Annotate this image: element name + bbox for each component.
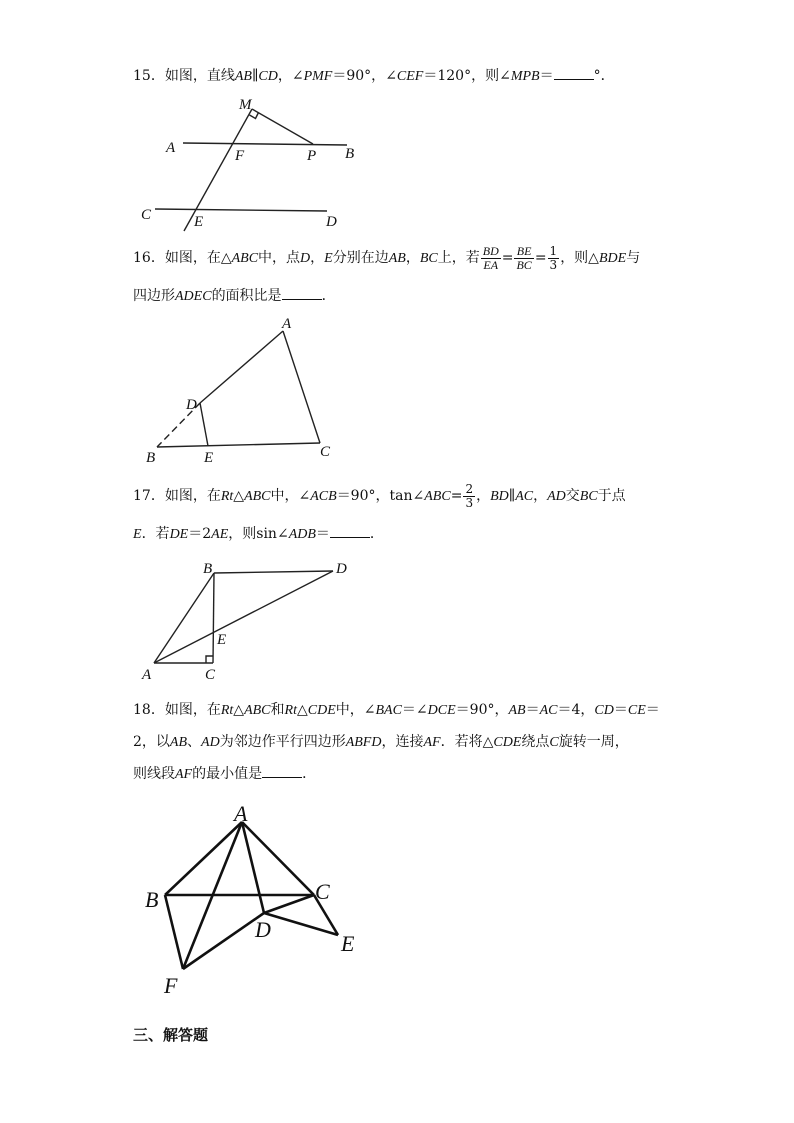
segment-ac — [242, 822, 314, 895]
q18-text-line1: 18．如图，在Rt△ABC和Rt△CDE中，∠BAC＝∠DCE＝90°，AB＝AC＝4，CD＝CE＝ — [133, 702, 660, 718]
fraction-two-thirds: $\frac{2}{3}$ — [465, 481, 474, 510]
segment-ad — [242, 822, 264, 913]
label-A: A — [142, 667, 152, 683]
label-B: B — [145, 887, 159, 912]
label-E: E — [204, 450, 214, 466]
q15-text: 15．如图，直线AB∥CD，∠PMF＝90°，∠CEF＝120°，则∠MPB＝ °． — [133, 68, 615, 84]
fraction-one-third: $\frac{1}{3}$ — [549, 243, 558, 272]
label-F: F — [235, 148, 245, 164]
label-A: A — [234, 801, 248, 826]
label-D: D — [336, 561, 347, 577]
label-E: E — [217, 632, 227, 648]
q17-text-line1: 17．如图，在Rt△ABC中，∠ACB＝90°，tan∠ABC= $\frac{2}{3}$ ，BD∥AC，AD交BC于点 — [133, 481, 626, 510]
label-D: D — [326, 214, 337, 230]
label-D: D — [255, 917, 271, 942]
label-B: B — [345, 146, 355, 162]
label-C: C — [141, 207, 152, 223]
q16-text-line2: 四边形ADEC的面积比是 ． — [133, 288, 336, 304]
label-M: M — [239, 97, 252, 113]
label-E: E — [341, 931, 355, 956]
label-A: A — [166, 140, 176, 156]
segment-ab — [165, 822, 242, 895]
label-P: P — [307, 148, 317, 164]
label-C: C — [315, 879, 330, 904]
segment-cd — [264, 895, 314, 913]
label-B: B — [146, 450, 156, 466]
fraction-bd-ea: $\frac{BD}{EA}$ — [482, 243, 499, 272]
label-F: F — [164, 973, 178, 998]
label-D: D — [186, 397, 197, 413]
fraction-be-bc: $\frac{BE}{BC}$ — [516, 243, 532, 272]
label-E: E — [194, 214, 204, 230]
label-A: A — [282, 316, 292, 332]
label-C: C — [205, 667, 216, 683]
segment-bf — [165, 895, 183, 969]
section-heading: 三、解答题 — [133, 1026, 209, 1044]
q17-text-line2: E．若DE＝2AE，则sin∠ADB＝ ． — [133, 526, 384, 542]
label-C: C — [320, 444, 331, 460]
q18-text-line3: 则线段AF的最小值是 ． — [133, 766, 317, 782]
q16-text-line1: 16．如图，在△ABC中，点D，E分别在边AB，BC上，若 $\frac{BD}{EA}$ = $\frac{BE}{BC}$ = $\frac{1}{3}$ ，则△BDE与 — [133, 243, 641, 272]
label-B: B — [203, 561, 213, 577]
q18-text-line2: 2，以AB、AD为邻边作平行四边形ABFD，连接AF．若将△CDE绕点C旋转一周， — [133, 734, 629, 750]
